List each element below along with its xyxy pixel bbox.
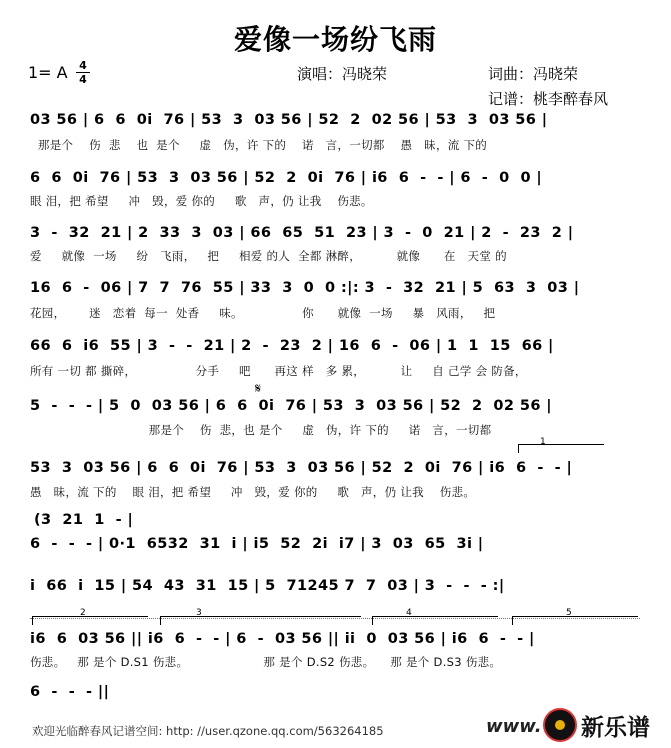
- score-row-5-lyrics: 所有 一切 都 撕碎， 分手 吧 再这 样 多 累， 让 自 己学 会 防备，: [30, 364, 527, 378]
- score-row-11-notes: i6 6 03 56 || i6 6 - - | 6 - 03 56 || ii 0 03 56 | i6 6 - - |: [30, 631, 535, 647]
- score-row-2-notes: 6 6 0i 76 | 53 3 03 56 | 52 2 0i 76 | i6 6 - - | 6 - 0 0 |: [30, 170, 543, 186]
- segno-sign: 𝄋: [255, 381, 262, 397]
- score-row-12-notes: 6 - - - ||: [30, 684, 110, 700]
- score-row-1-lyrics: 那是个 伤 悲 也 是个 虚 伪，许 下的 诺 言，一切都 愚 昧，流 下的: [30, 138, 488, 152]
- watermark-url: www.: [486, 716, 542, 737]
- footer-text: 欢迎光临醉春风记谱空间: http: //user.qzone.qq.com/563264185: [32, 724, 384, 738]
- volta-number-1: 1: [540, 437, 546, 447]
- volta-number-3: 3: [196, 608, 202, 618]
- time-signature-top: 4: [79, 59, 87, 72]
- score-row-7-notes: 53 3 03 56 | 6 6 0i 76 | 53 3 03 56 | 52 2 0i 76 | i6 6 - - |: [30, 460, 573, 476]
- volta-bracket-3: [160, 616, 361, 625]
- score-row-4-notes: 16 6 - 06 | 7 7 76 55 | 33 3 0 0 :|: 3 - 32 21 | 5 63 3 03 |: [30, 280, 580, 296]
- volta-bracket-1: [518, 444, 604, 453]
- score-row-5-notes: 66 6 i6 55 | 3 - - 21 | 2 - 23 2 | 16 6 - 06 | 1 1 15 66 |: [30, 338, 554, 354]
- record-disc-icon: [543, 708, 577, 742]
- score-row-3-notes: 3 - 32 21 | 2 33 3 03 | 66 65 51 23 | 3 - 0 21 | 2 - 23 2 |: [30, 225, 574, 241]
- volta-bracket-2: [32, 616, 148, 625]
- logo-text: 新乐谱: [581, 715, 650, 741]
- lyricist-composer-credit: 词曲：冯晓荣: [488, 65, 579, 83]
- score-row-6-notes: 5 - - - | 5 0 03 56 | 6 6 0i 76 | 53 3 03 56 | 52 2 02 56 |: [30, 398, 552, 414]
- time-signature-bottom: 4: [79, 73, 87, 86]
- score-row-1-notes: 03 56 | 6 6 0i 76 | 53 3 03 56 | 52 2 02 56 | 53 3 03 56 |: [30, 112, 548, 128]
- volta-bracket-5: [512, 616, 638, 625]
- score-row-3-lyrics: 爱 就像 一场 纷 飞雨， 把 相爱 的人 全都 淋醉， 就像 在 天堂 的: [30, 249, 507, 263]
- volta-bracket-4: [372, 616, 498, 625]
- score-row-7-lyrics: 愚 昧，流 下的 眼 泪，把 希望 冲 毁，爱 你的 歌 声，仍 让我 伤悲。: [30, 485, 476, 499]
- singer-credit: 演唱：冯晓荣: [297, 65, 388, 83]
- volta-number-2: 2: [80, 608, 86, 618]
- score-row-11-lyrics: 伤悲。 那 是个 D.S1 伤悲。 那 是个 D.S2 伤悲。 那 是个 D.S3 伤悲。: [30, 655, 502, 669]
- score-row-6-lyrics: 那是个 伤 悲，也 是个 虚 伪，许 下的 诺 言，一切都: [30, 423, 492, 437]
- time-signature: [76, 60, 90, 85]
- volta-number-5: 5: [566, 608, 572, 618]
- key-signature: 1= A: [28, 63, 68, 82]
- song-title: 爱像一场纷飞雨: [233, 23, 437, 56]
- volta-number-4: 4: [406, 608, 412, 618]
- score-row-10-notes: i 66 i 15 | 54 43 31 15 | 5 71245 7 7 03 | 3 - - - :|: [30, 578, 505, 594]
- transcriber-credit: 记谱：桃李醉春风: [488, 90, 609, 108]
- score-row-2-lyrics: 眼 泪，把 希望 冲 毁，爱 你的 歌 声，仍 让我 伤悲。: [30, 194, 373, 208]
- score-row-9-notes: 6 - - - | 0·1 6532 31 i | i5 52 2i i7 | 3 03 65 3i |: [30, 536, 484, 552]
- site-logo: [543, 705, 668, 743]
- score-row-4-lyrics: 花园， 迷 恋着 每一 处香 味。 你 就像 一场 暴 风雨， 把: [30, 306, 496, 320]
- score-row-8-notes: (3 21 1 - |: [34, 512, 134, 528]
